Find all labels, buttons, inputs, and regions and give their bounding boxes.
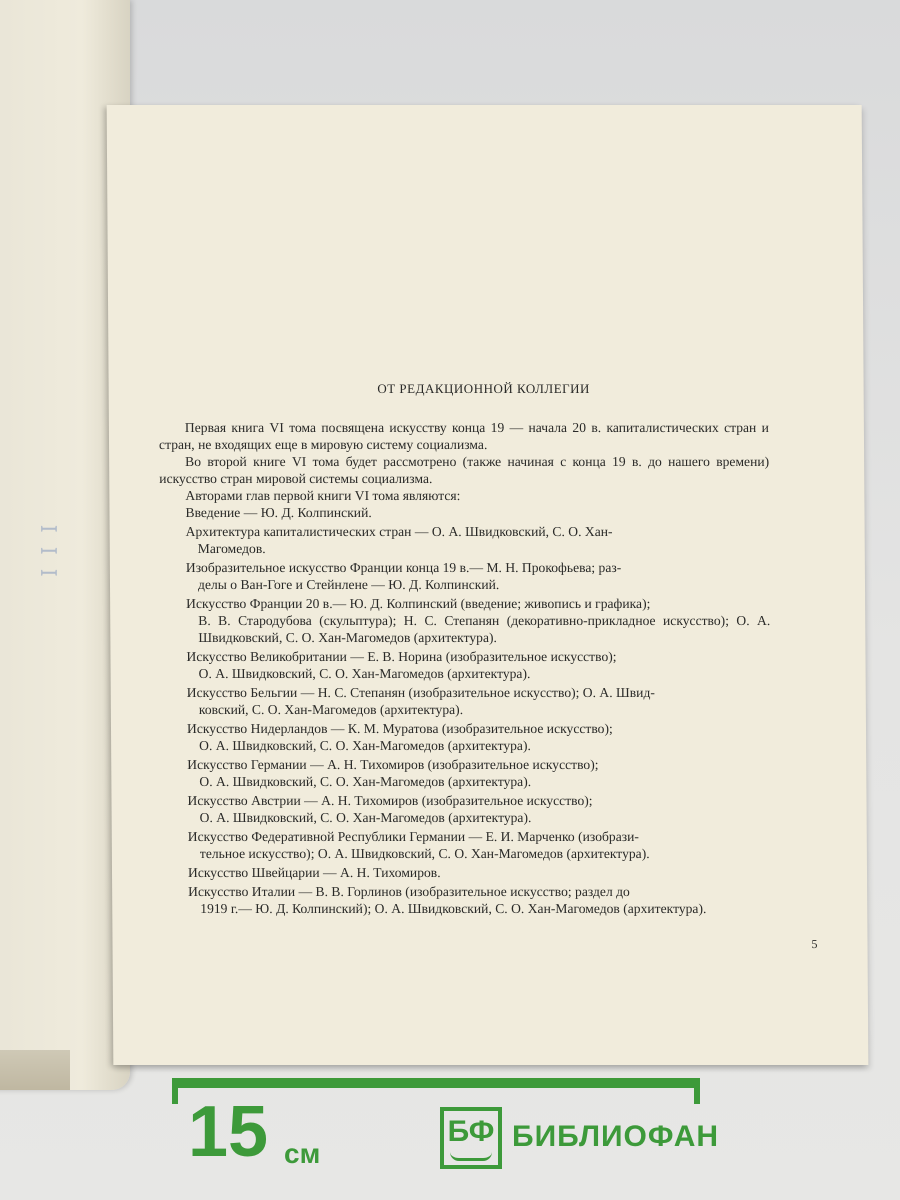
- book-logo-icon: [440, 1107, 502, 1169]
- entry-continuation: О. А. Швидковский, С. О. Хан-Магомедов (архитектура).: [198, 666, 531, 681]
- author-entry: [162, 828, 772, 862]
- size-value: 15: [188, 1092, 269, 1172]
- entry-line: Искусство Германии — А. Н. Тихомиров (изобразительное искусство);: [187, 757, 599, 772]
- entry-line: Искусство Австрии — А. Н. Тихомиров (изобразительное искусство);: [187, 793, 593, 808]
- page-number: 5: [811, 937, 818, 951]
- intro-paragraph: Авторами глав первой книги VI тома являются:: [185, 488, 461, 503]
- entry-continuation: О. А. Швидковский, С. О. Хан-Магомедов (архитектура).: [199, 810, 532, 825]
- brand-name: БИБЛИОФАН: [512, 1120, 720, 1153]
- entry-continuation: 1919 г.— Ю. Д. Колпинский); О. А. Швидковский, С. О. Хан-Магомедов (архитектура).: [200, 901, 707, 916]
- author-entry: [160, 559, 770, 593]
- book-page: [107, 105, 869, 1065]
- author-entry: [160, 523, 770, 557]
- entry-continuation: В. В. Стародубова (скульптура); Н. С. Степанян (декоративно-прикладное искусство); О. А. Швидковский, С. О. Хан-Магомедов (архитектура).: [198, 613, 771, 645]
- ink-bleed-mark: ꟷ ꟷ ꟷ: [40, 518, 58, 587]
- author-entry: [159, 504, 769, 521]
- author-entry: [161, 720, 771, 754]
- entry-continuation: О. А. Швидковский, С. О. Хан-Магомедов (архитектура).: [199, 774, 532, 789]
- entry-continuation: ковский, С. О. Хан-Магомедов (архитектура).: [198, 702, 464, 717]
- entry-line: Искусство Швейцарии — А. Н. Тихомиров.: [187, 865, 441, 880]
- author-entry: [160, 595, 770, 646]
- entry-continuation: делы о Ван-Гоге и Стейнлене — Ю. Д. Колпинский.: [197, 577, 500, 592]
- entry-line: Искусство Франции 20 в.— Ю. Д. Колпинский (введение; живопись и графика);: [186, 596, 651, 611]
- author-entry: [160, 648, 770, 682]
- author-entry: [162, 883, 772, 917]
- size-ruler: [172, 1078, 700, 1088]
- logo-text: БФ: [447, 1115, 495, 1148]
- book-spine: [0, 1050, 70, 1090]
- entry-line: Введение — Ю. Д. Колпинский.: [185, 505, 372, 520]
- author-entry: [161, 684, 771, 718]
- page-content: [159, 380, 773, 919]
- entry-line: Архитектура капиталистических стран — О. А. Швидковский, С. О. Хан-: [185, 524, 613, 539]
- size-unit: см: [284, 1138, 321, 1169]
- entry-line: Искусство Бельгии — Н. С. Степанян (изобразительное искусство); О. А. Швид-: [186, 685, 655, 700]
- ruler-right-tick: [694, 1078, 700, 1104]
- entry-continuation: О. А. Швидковский, С. О. Хан-Магомедов (архитектура).: [199, 738, 531, 753]
- author-entry: [162, 864, 772, 881]
- open-book-icon: [450, 1152, 492, 1161]
- entry-continuation: Магомедов.: [197, 541, 266, 556]
- entry-line: Искусство Нидерландов — К. М. Муратова (изобразительное искусство);: [186, 721, 613, 736]
- intro-paragraph: Во второй книге VI тома будет рассмотрено (также начиная с конца 19 в. до нашего времени) искусство стран мировой системы социализма.: [159, 454, 770, 486]
- entry-line: Искусство Италии — В. В. Горлинов (изобразительное искусство; раздел до: [188, 884, 630, 899]
- entry-continuation: тельное искусство); О. А. Швидковский, С. О. Хан-Магомедов (архитектура).: [199, 846, 650, 861]
- ruler-left-tick: [172, 1078, 178, 1104]
- entry-line: Искусство Великобритании — Е. В. Норина (изобразительное искусство);: [186, 649, 617, 664]
- page-heading: ОТ РЕДАКЦИОННОЙ КОЛЛЕГИИ: [377, 381, 590, 396]
- author-entry: [161, 756, 771, 790]
- intro-paragraph: Первая книга VI тома посвящена искусству конца 19 — начала 20 в. капиталистических стран и стран, не входящих еще в мировую систему социализма.: [158, 420, 769, 452]
- author-entry: [161, 792, 771, 826]
- entry-line: Изобразительное искусство Франции конца 19 в.— М. Н. Прокофьева; раз-: [185, 560, 622, 575]
- entry-line: Искусство Федеративной Республики Германии — Е. И. Марченко (изобрази-: [187, 829, 639, 844]
